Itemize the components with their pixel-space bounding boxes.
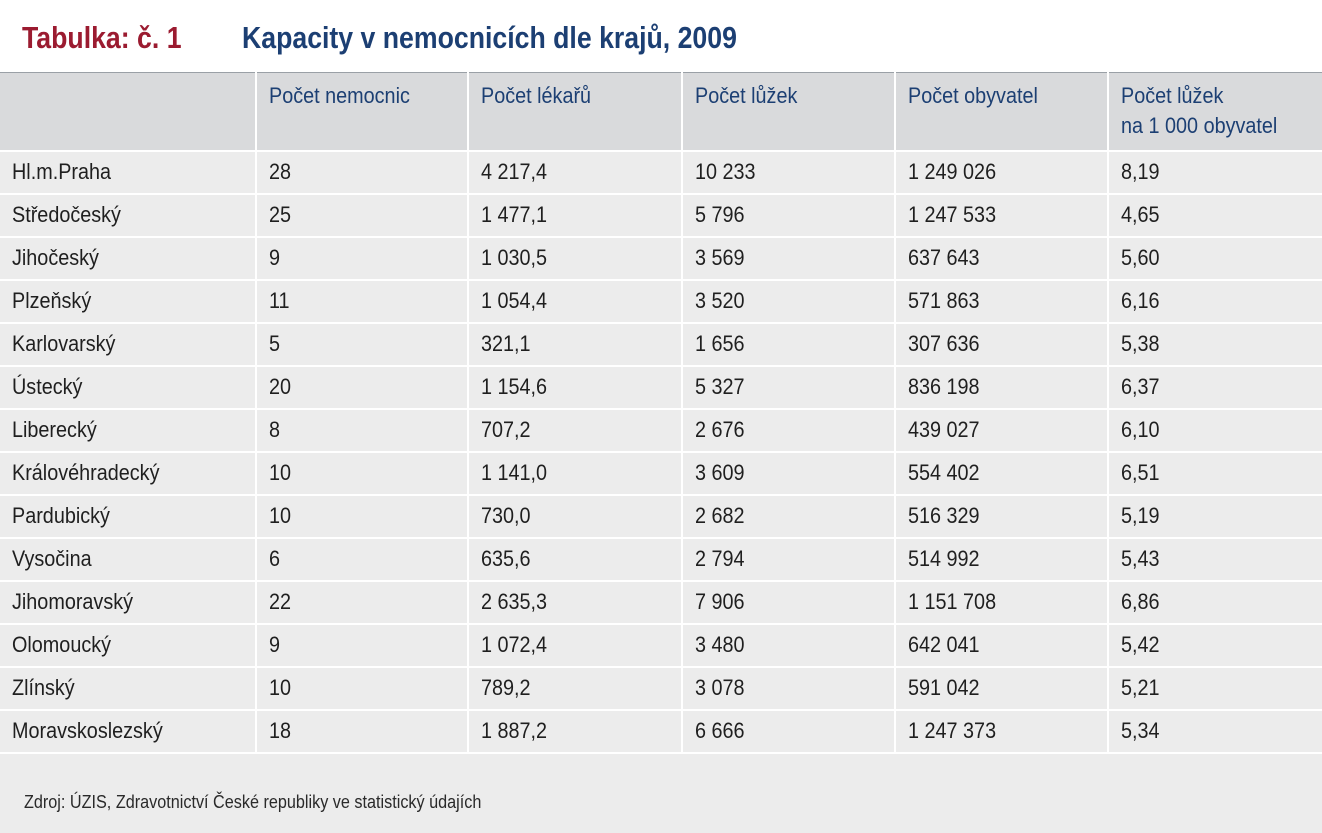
table-row	[0, 194, 1322, 237]
cell-text: 6	[269, 546, 281, 571]
value-cell	[682, 452, 895, 495]
region-name-cell	[0, 452, 256, 495]
header-row	[0, 73, 1322, 151]
cell-text: 2 676	[695, 417, 745, 442]
cell-text: 10 233	[695, 159, 756, 184]
region-name-cell	[0, 495, 256, 538]
cell-text: 642 041	[908, 632, 980, 657]
cell-text: 1 247 533	[908, 202, 997, 227]
table-row	[0, 280, 1322, 323]
cell-text: 2 682	[695, 503, 745, 528]
value-cell	[256, 366, 468, 409]
cell-text: 1 887,2	[481, 718, 548, 743]
value-cell	[468, 237, 682, 280]
cell-text: 5 796	[695, 202, 745, 227]
cell-text: Královéhradecký	[12, 460, 160, 485]
cell-text: 5,60	[1121, 245, 1160, 270]
region-name-cell	[0, 667, 256, 710]
cell-text: 6,51	[1121, 460, 1160, 485]
value-cell	[1108, 151, 1322, 194]
cell-text: Liberecký	[12, 417, 97, 442]
value-cell	[682, 538, 895, 581]
value-cell	[256, 581, 468, 624]
header-cell-region	[0, 73, 256, 151]
table-body	[0, 151, 1322, 753]
cell-text: Karlovarský	[12, 331, 116, 356]
value-cell	[1108, 323, 1322, 366]
region-name-cell	[0, 409, 256, 452]
cell-text: 307 636	[908, 331, 980, 356]
cell-text: 10	[269, 675, 292, 700]
table-number-label: Tabulka: č. 1	[22, 20, 182, 55]
value-cell	[1108, 237, 1322, 280]
cell-text: 1 151 708	[908, 589, 997, 614]
value-cell	[682, 495, 895, 538]
cell-text: 5,21	[1121, 675, 1160, 700]
value-cell	[682, 151, 895, 194]
value-cell	[895, 710, 1108, 753]
header-label: Počet lékařů	[481, 83, 592, 108]
cell-text: 1 030,5	[481, 245, 548, 270]
cell-text: Vysočina	[12, 546, 92, 571]
cell-text: Středočeský	[12, 202, 121, 227]
cell-text: 1 141,0	[481, 460, 548, 485]
cell-text: 836 198	[908, 374, 980, 399]
value-cell	[256, 538, 468, 581]
value-cell	[1108, 409, 1322, 452]
cell-text: 635,6	[481, 546, 531, 571]
cell-text: Moravskoslezský	[12, 718, 163, 743]
cell-text: 3 078	[695, 675, 745, 700]
cell-text: 28	[269, 159, 292, 184]
value-cell	[895, 667, 1108, 710]
value-cell	[256, 710, 468, 753]
value-cell	[895, 495, 1108, 538]
value-cell	[682, 624, 895, 667]
cell-text: Olomoucký	[12, 632, 112, 657]
header-label: Počet nemocnic	[269, 83, 410, 108]
cell-text: 439 027	[908, 417, 980, 442]
cell-text: 11	[269, 288, 290, 313]
cell-text: 3 480	[695, 632, 745, 657]
value-cell	[256, 280, 468, 323]
value-cell	[468, 624, 682, 667]
cell-text: Jihočeský	[12, 245, 99, 270]
cell-text: 3 520	[695, 288, 745, 313]
header-label: Počet lůžek na 1 000 obyvatel	[1121, 83, 1278, 138]
header-cell	[895, 73, 1108, 151]
value-cell	[682, 366, 895, 409]
table-row	[0, 151, 1322, 194]
cell-text: Hl.m.Praha	[12, 159, 112, 184]
region-name-cell	[0, 237, 256, 280]
value-cell	[682, 581, 895, 624]
value-cell	[468, 495, 682, 538]
value-cell	[468, 452, 682, 495]
region-name-cell	[0, 538, 256, 581]
value-cell	[1108, 710, 1322, 753]
table-row	[0, 624, 1322, 667]
cell-text: 730,0	[481, 503, 531, 528]
cell-text: 3 609	[695, 460, 745, 485]
value-cell	[895, 280, 1108, 323]
value-cell	[895, 624, 1108, 667]
cell-text: 6 666	[695, 718, 745, 743]
value-cell	[682, 194, 895, 237]
table-row	[0, 710, 1322, 753]
cell-text: 20	[269, 374, 292, 399]
value-cell	[1108, 667, 1322, 710]
table-row	[0, 495, 1322, 538]
region-name-cell	[0, 366, 256, 409]
region-name-cell	[0, 624, 256, 667]
cell-text: 5,43	[1121, 546, 1160, 571]
cell-text: 1 249 026	[908, 159, 997, 184]
cell-text: 7 906	[695, 589, 745, 614]
header-label: Počet lůžek	[695, 83, 798, 108]
source-note: Zdroj: ÚZIS, Zdravotnictví České republiky ve statistický údajích	[24, 792, 482, 812]
value-cell	[1108, 581, 1322, 624]
value-cell	[256, 323, 468, 366]
cell-text: Jihomoravský	[12, 589, 134, 614]
value-cell	[895, 581, 1108, 624]
value-cell	[895, 194, 1108, 237]
value-cell	[256, 452, 468, 495]
cell-text: 6,86	[1121, 589, 1160, 614]
table-row	[0, 237, 1322, 280]
cell-text: 6,10	[1121, 417, 1160, 442]
cell-text: 5,38	[1121, 331, 1160, 356]
value-cell	[895, 323, 1108, 366]
region-name-cell	[0, 710, 256, 753]
region-name-cell	[0, 151, 256, 194]
hospital-capacity-table	[0, 72, 1322, 754]
value-cell	[1108, 624, 1322, 667]
value-cell	[1108, 194, 1322, 237]
value-cell	[256, 409, 468, 452]
value-cell	[682, 409, 895, 452]
cell-text: 10	[269, 503, 292, 528]
cell-text: 1 247 373	[908, 718, 997, 743]
value-cell	[682, 710, 895, 753]
value-cell	[895, 151, 1108, 194]
table-row	[0, 667, 1322, 710]
cell-text: 1 656	[695, 331, 745, 356]
cell-text: Pardubický	[12, 503, 110, 528]
value-cell	[895, 538, 1108, 581]
cell-text: 5,42	[1121, 632, 1160, 657]
cell-text: 22	[269, 589, 292, 614]
table-title: Kapacity v nemocnicích dle krajů, 2009	[242, 20, 737, 55]
value-cell	[682, 237, 895, 280]
cell-text: Plzeňský	[12, 288, 92, 313]
header-cell	[1108, 73, 1322, 151]
header-cell	[682, 73, 895, 151]
table-row	[0, 581, 1322, 624]
value-cell	[256, 194, 468, 237]
value-cell	[895, 366, 1108, 409]
cell-text: 554 402	[908, 460, 980, 485]
value-cell	[1108, 538, 1322, 581]
value-cell	[468, 366, 682, 409]
region-name-cell	[0, 194, 256, 237]
cell-text: 10	[269, 460, 292, 485]
value-cell	[468, 710, 682, 753]
header-cell	[256, 73, 468, 151]
cell-text: 4,65	[1121, 202, 1160, 227]
cell-text: 6,37	[1121, 374, 1160, 399]
cell-text: 5,34	[1121, 718, 1160, 743]
cell-text: 321,1	[481, 331, 531, 356]
cell-text: 1 054,4	[481, 288, 548, 313]
value-cell	[1108, 366, 1322, 409]
table-row	[0, 452, 1322, 495]
header-cell	[468, 73, 682, 151]
cell-text: 514 992	[908, 546, 980, 571]
value-cell	[256, 151, 468, 194]
value-cell	[1108, 280, 1322, 323]
value-cell	[468, 280, 682, 323]
cell-text: 516 329	[908, 503, 980, 528]
cell-text: 8,19	[1121, 159, 1160, 184]
table-row	[0, 409, 1322, 452]
cell-text: 9	[269, 632, 281, 657]
value-cell	[468, 194, 682, 237]
cell-text: 18	[269, 718, 292, 743]
region-name-cell	[0, 323, 256, 366]
cell-text: 637 643	[908, 245, 980, 270]
cell-text: 25	[269, 202, 292, 227]
region-name-cell	[0, 581, 256, 624]
value-cell	[1108, 452, 1322, 495]
value-cell	[895, 237, 1108, 280]
cell-text: 591 042	[908, 675, 980, 700]
value-cell	[256, 495, 468, 538]
header-label: Počet obyvatel	[908, 83, 1038, 108]
cell-text: 2 635,3	[481, 589, 548, 614]
region-name-cell	[0, 280, 256, 323]
cell-text: 5,19	[1121, 503, 1160, 528]
cell-text: 8	[269, 417, 281, 442]
cell-text: 707,2	[481, 417, 531, 442]
value-cell	[256, 624, 468, 667]
value-cell	[1108, 495, 1322, 538]
cell-text: 5 327	[695, 374, 745, 399]
value-cell	[682, 280, 895, 323]
cell-text: 571 863	[908, 288, 980, 313]
cell-text: 4 217,4	[481, 159, 548, 184]
value-cell	[895, 409, 1108, 452]
cell-text: 1 154,6	[481, 374, 548, 399]
cell-text: 3 569	[695, 245, 745, 270]
value-cell	[468, 538, 682, 581]
table-row	[0, 366, 1322, 409]
cell-text: 1 477,1	[481, 202, 548, 227]
value-cell	[468, 581, 682, 624]
footer	[0, 754, 1322, 833]
cell-text: 6,16	[1121, 288, 1160, 313]
title-bar	[0, 0, 1322, 72]
value-cell	[256, 237, 468, 280]
cell-text: Zlínský	[12, 675, 75, 700]
value-cell	[468, 151, 682, 194]
value-cell	[468, 323, 682, 366]
value-cell	[895, 452, 1108, 495]
cell-text: Ústecký	[12, 374, 83, 399]
cell-text: 5	[269, 331, 281, 356]
cell-text: 789,2	[481, 675, 531, 700]
value-cell	[468, 409, 682, 452]
cell-text: 9	[269, 245, 281, 270]
table-header	[0, 73, 1322, 151]
value-cell	[256, 667, 468, 710]
value-cell	[682, 323, 895, 366]
table-row	[0, 538, 1322, 581]
cell-text: 1 072,4	[481, 632, 548, 657]
value-cell	[468, 667, 682, 710]
table-row	[0, 323, 1322, 366]
value-cell	[682, 667, 895, 710]
cell-text: 2 794	[695, 546, 745, 571]
